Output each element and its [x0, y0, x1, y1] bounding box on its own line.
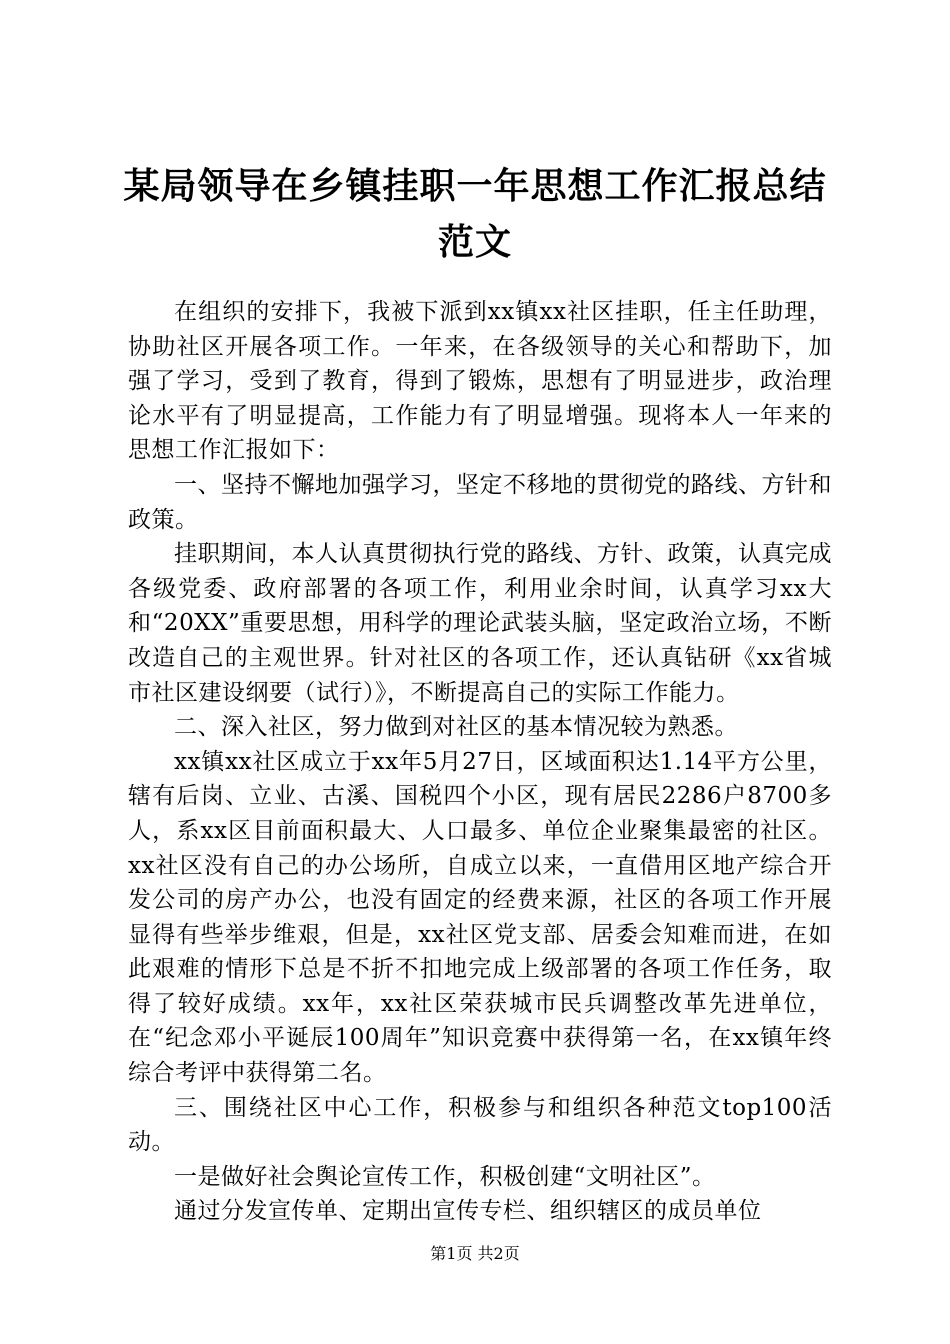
- paragraph-heading-3: 三、围绕社区中心工作，积极参与和组织各种范文top100活动。: [128, 1094, 832, 1156]
- paragraph-study: 挂职期间，本人认真贯彻执行党的路线、方针、政策，认真完成各级党委、政府部署的各项工作，利用业余时间，认真学习xx大和“20XX”重要思想，用科学的理论武装头脑，坚定政治立场，不断改造自己的主观世界。针对社区的各项工作，还认真钻研《xx省城市社区建设纲要（试行）》，不断提高自己的实际工作能力。: [128, 541, 832, 706]
- paragraph-heading-1: 一、坚持不懈地加强学习，坚定不移地的贯彻党的路线、方针和政策。: [128, 471, 832, 533]
- paragraph-community: xx镇xx社区成立于xx年5月27日，区域面积达1.14平方公里，辖有后岗、立业、古溪、国税四个小区，现有居民2286户8700多人，系xx区目前面积最大、人口最多、单位企业聚集最密的社区。xx社区没有自己的办公场所，自成立以来，一直借用区地产综合开发公司的房产办公，也没有固定的经费来源，社区的各项工作开展显得有些举步维艰，但是，xx社区党支部、居委会知难而进，在如此艰难的情形下总是不折不扣地完成上级部署的各项工作任务，取得了较好成绩。xx年，xx社区荣获城市民兵调整改革先进单位，在“纪念邓小平诞辰100周年”知识竞赛中获得第一名，在xx镇年终综合考评中获得第二名。: [128, 748, 832, 1087]
- paragraph-heading-2: 二、深入社区，努力做到对社区的基本情况较为熟悉。: [174, 714, 738, 741]
- paragraph-publicity: 一是做好社会舆论宣传工作，积极创建“文明社区”。: [174, 1163, 716, 1190]
- document-body: [128, 295, 832, 1229]
- paragraph-intro: 在组织的安排下，我被下派到xx镇xx社区挂职，任主任助理，协助社区开展各项工作。一年来，在各级领导的关心和帮助下，加强了学习，受到了教育，得到了锻炼，思想有了明显进步，政治理论水平有了明显提高，工作能力有了明显增强。现将本人一年来的思想工作汇报如下：: [128, 299, 832, 464]
- paragraph-continued: 通过分发宣传单、定期出宣传专栏、组织辖区的成员单位: [174, 1198, 762, 1225]
- document-title: 某局领导在乡镇挂职一年思想工作汇报总结范文: [123, 165, 827, 263]
- page-number-footer: 第1页 共2页: [430, 1244, 520, 1263]
